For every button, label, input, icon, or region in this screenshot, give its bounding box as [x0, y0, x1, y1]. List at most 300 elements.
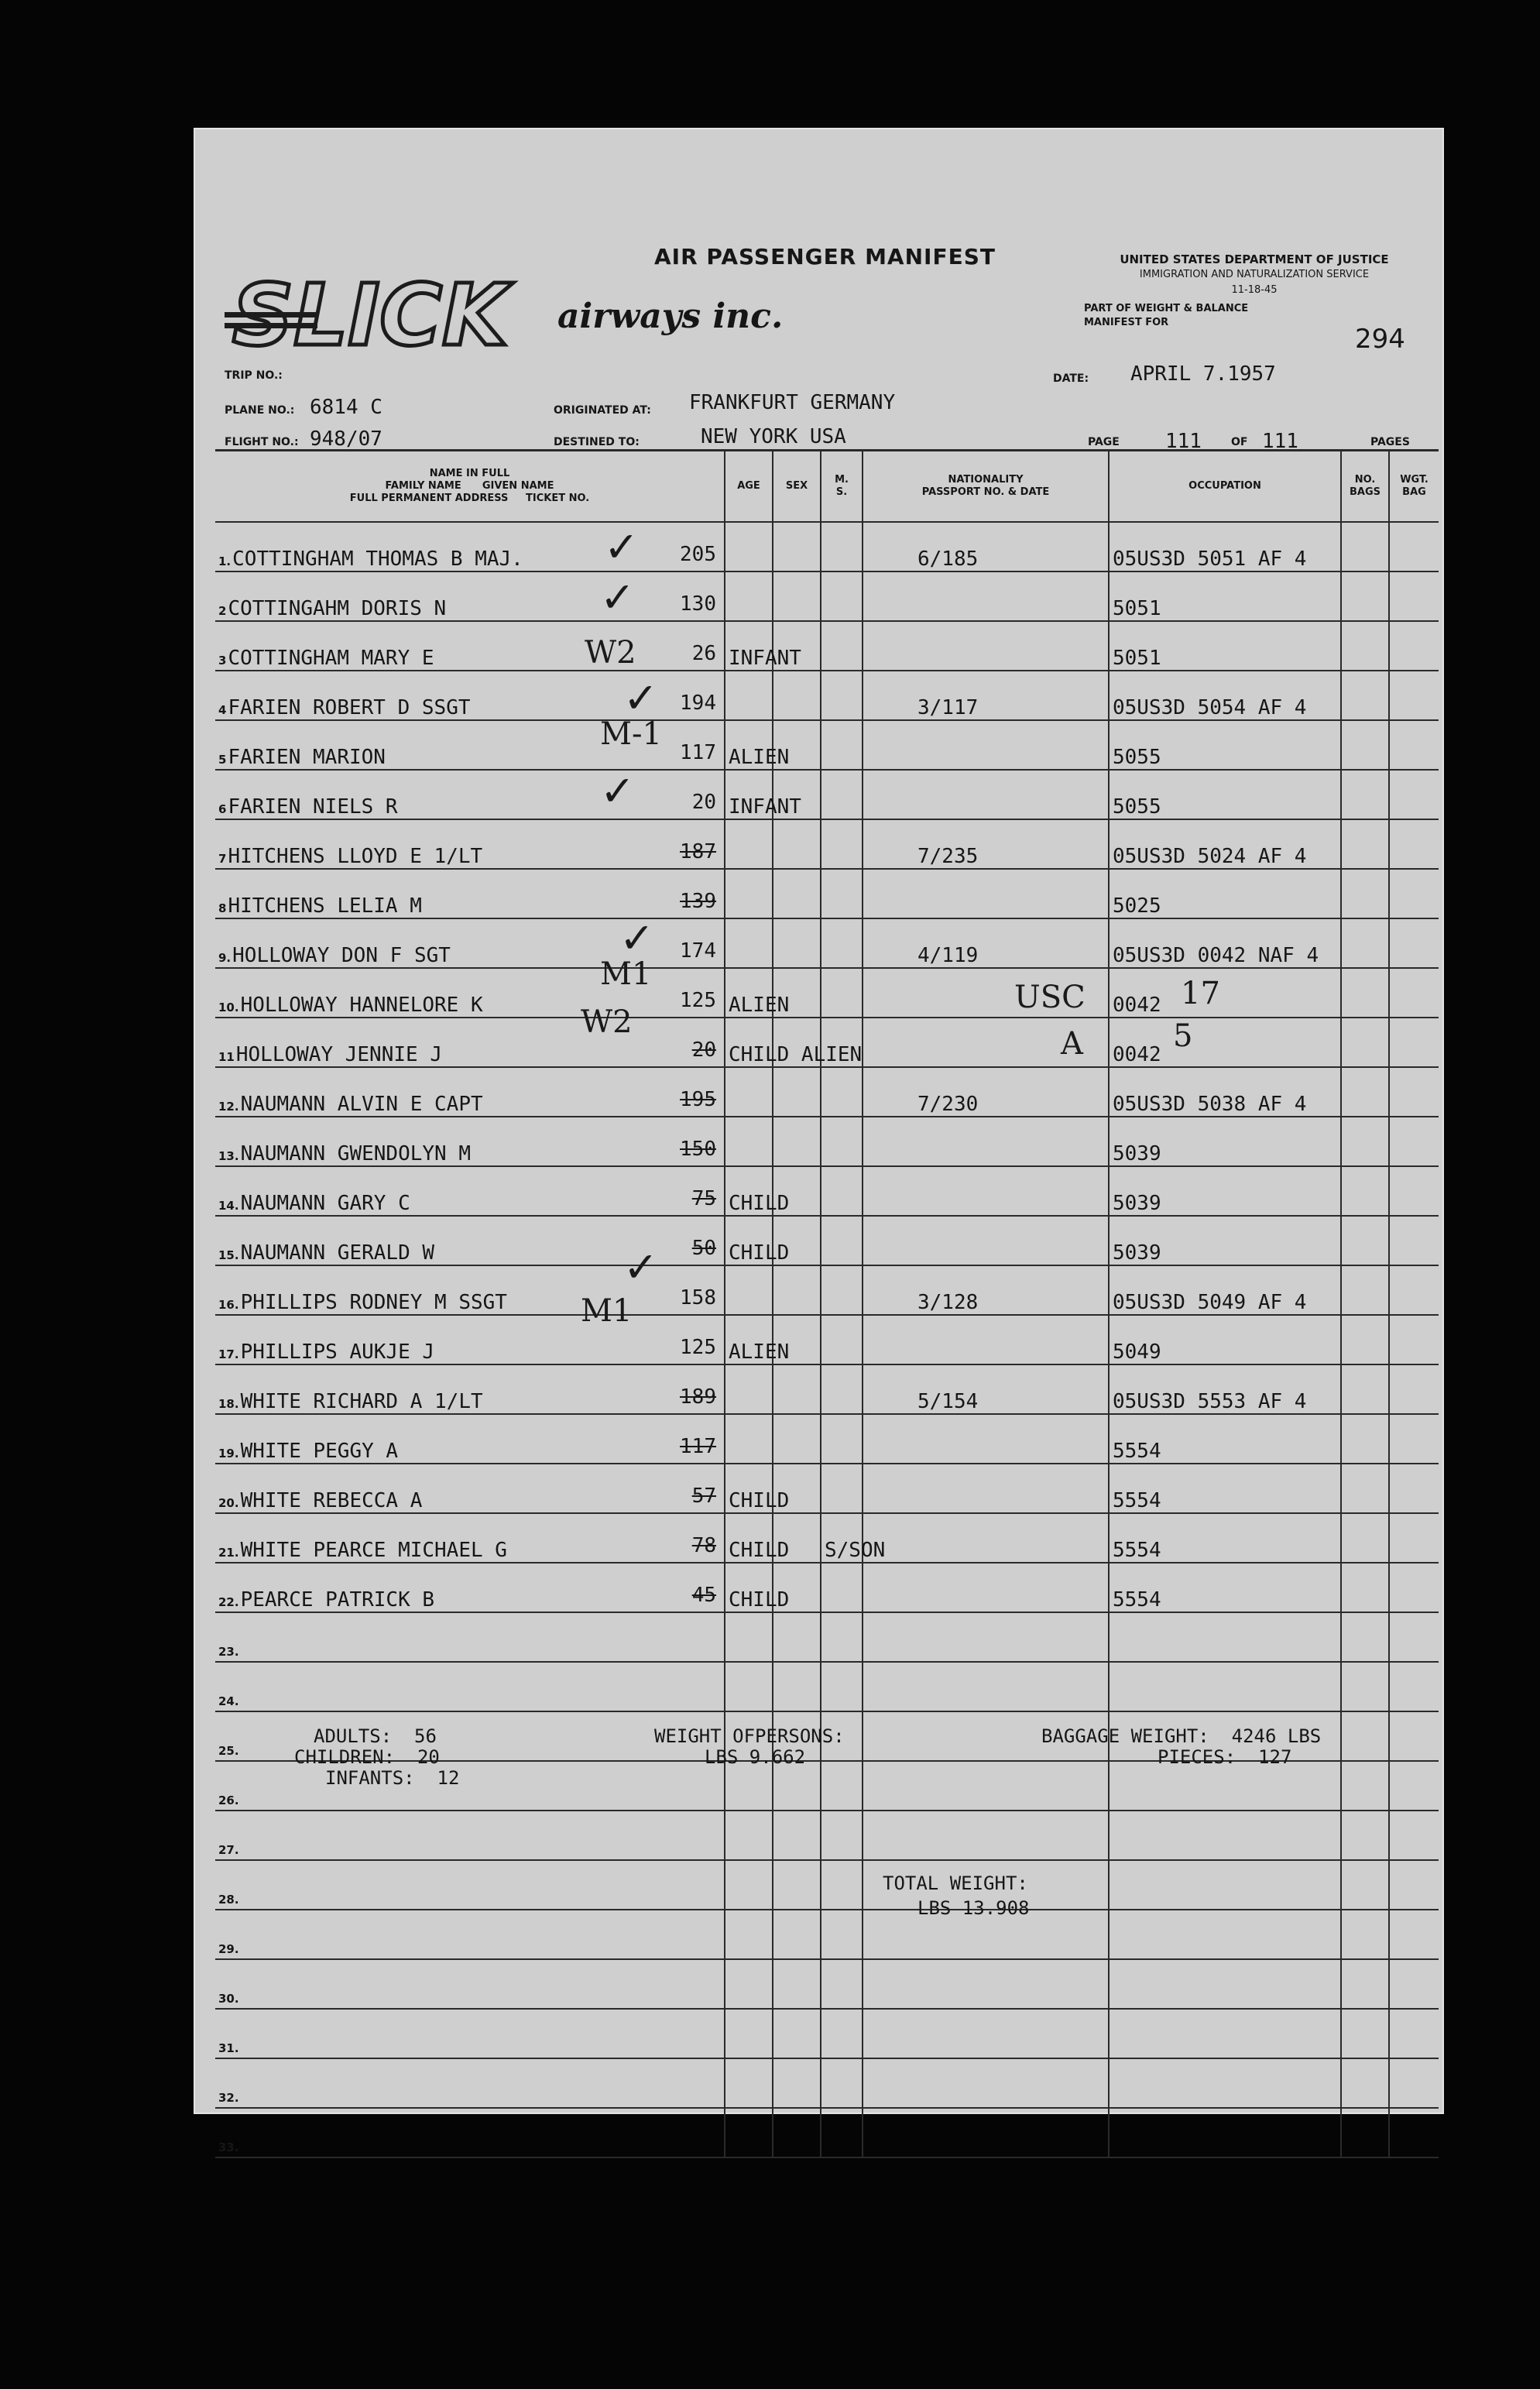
table-row [215, 1662, 1439, 1711]
table-row [215, 572, 1439, 621]
passenger-name: FARIEN MARION [228, 746, 386, 769]
col-name: NAME IN FULL FAMILY NAME GIVEN NAME FULL PERMANENT ADDRESS TICKET NO. [215, 451, 725, 523]
occupation-cell: 05US3D 0042 NAF 4 [1109, 918, 1341, 968]
row-number: 3 [218, 654, 227, 668]
passenger-name: FARIEN ROBERT D SSGT [228, 696, 471, 719]
age-cell [725, 2058, 773, 2108]
sex-cell [773, 1117, 821, 1166]
bags-cell [1341, 2009, 1389, 2058]
total-weight-value: LBS 13.908 [917, 1897, 1030, 1919]
weight-persons-label: WEIGHT OFPERSONS: [654, 1725, 845, 1747]
summary-children: CHILDREN: 20 [294, 1746, 440, 1768]
sex-cell [773, 1910, 821, 1959]
ticket-no: 78 [691, 1534, 716, 1557]
wgt-cell [1389, 572, 1439, 621]
bags-cell [1341, 522, 1389, 572]
nationality-cell [863, 1959, 1109, 2009]
department-block [1084, 252, 1425, 298]
passenger-name: NAUMANN GWENDOLYN M [240, 1142, 471, 1165]
occupation-cell: 5055 [1109, 720, 1341, 770]
row-number: 30. [218, 1992, 239, 2006]
check-mark-1: ✓ [604, 523, 640, 572]
nationality-cell [863, 2108, 1109, 2157]
dept-line-2: IMMIGRATION AND NATURALIZATION SERVICE [1139, 269, 1370, 280]
name-cell [215, 1464, 725, 1513]
logo-text: SLICK [232, 267, 509, 352]
wgt-cell [1389, 770, 1439, 819]
nationality-cell: 6/185 [863, 522, 1109, 572]
table-row [215, 1464, 1439, 1513]
name-cell [215, 1018, 725, 1067]
row-number: 8 [218, 901, 227, 915]
passenger-name: HITCHENS LELIA M [228, 894, 422, 918]
flight-value: 948/07 [310, 427, 382, 451]
trip-label: TRIP NO.: [225, 369, 283, 382]
name-cell [215, 770, 725, 819]
table-row [215, 819, 1439, 869]
ticket-no: 50 [691, 1237, 716, 1260]
age-cell [725, 918, 773, 968]
age-cell [725, 2009, 773, 2058]
part-line-2: MANIFEST FOR [1084, 317, 1169, 328]
occupation-cell: 05US3D 5054 AF 4 [1109, 671, 1341, 720]
name-cell [215, 1860, 725, 1910]
ticket-no: 130 [680, 592, 716, 616]
bags-cell [1341, 1315, 1389, 1364]
age-cell: INFANT [725, 621, 773, 671]
sex-cell [773, 572, 821, 621]
nationality-cell [863, 1216, 1109, 1265]
ms-cell [821, 1117, 863, 1166]
table-row [215, 2009, 1439, 2058]
handwritten-w2-row3: W2 [585, 635, 636, 671]
row-number: 6 [218, 802, 227, 816]
ms-cell [821, 1315, 863, 1364]
sex-cell [773, 869, 821, 918]
name-cell [215, 869, 725, 918]
occupation-cell [1109, 2108, 1341, 2157]
row-number: 22. [218, 1595, 239, 1609]
sex-cell [773, 1959, 821, 2009]
name-cell [215, 819, 725, 869]
table-row [215, 1216, 1439, 1265]
row-number: 31. [218, 2041, 239, 2055]
age-cell [725, 2108, 773, 2157]
age-cell [725, 1761, 773, 1811]
ms-cell [821, 1959, 863, 2009]
nationality-cell: 3/117 [863, 671, 1109, 720]
ticket-no: 57 [691, 1485, 716, 1508]
table-row [215, 671, 1439, 720]
row-number: 26. [218, 1793, 239, 1807]
total-weight-label: TOTAL WEIGHT: [883, 1872, 1028, 1894]
passenger-name: HOLLOWAY HANNELORE K [240, 994, 483, 1017]
name-cell [215, 1612, 725, 1662]
wgt-cell [1389, 918, 1439, 968]
occupation-cell [1109, 1811, 1341, 1860]
wgt-cell [1389, 1761, 1439, 1811]
age-cell [725, 1811, 773, 1860]
row-number: 27. [218, 1843, 239, 1857]
passenger-name: PHILLIPS AUKJE J [240, 1340, 435, 1364]
weight-persons-value: LBS 9.662 [705, 1746, 806, 1768]
age-cell: INFANT [725, 770, 773, 819]
name-cell [215, 1662, 725, 1711]
bags-cell [1341, 621, 1389, 671]
handwritten-m1-row10: M1 [600, 956, 652, 992]
table-row [215, 869, 1439, 918]
occupation-cell: 05US3D 5553 AF 4 [1109, 1364, 1341, 1414]
occupation-cell: 5025 [1109, 869, 1341, 918]
row-number: 20. [218, 1496, 239, 1510]
wgt-cell [1389, 1067, 1439, 1117]
bags-cell [1341, 1811, 1389, 1860]
check-mark-6: ✓ [600, 767, 636, 815]
bags-cell [1341, 1216, 1389, 1265]
table-row [215, 621, 1439, 671]
name-cell [215, 1067, 725, 1117]
col-nationality: NATIONALITY PASSPORT NO. & DATE [863, 451, 1109, 523]
row-number: 28. [218, 1893, 239, 1907]
sex-cell [773, 2108, 821, 2157]
row-number: 17. [218, 1347, 239, 1361]
table-row [215, 1364, 1439, 1414]
passenger-name: COTTINGHAM THOMAS B MAJ. [232, 547, 523, 571]
passenger-name: WHITE RICHARD A 1/LT [240, 1390, 483, 1413]
row-number: 5 [218, 753, 227, 767]
row-number: 29. [218, 1942, 239, 1956]
bags-cell [1341, 1662, 1389, 1711]
col-occupation: OCCUPATION [1109, 451, 1341, 523]
wgt-cell [1389, 1563, 1439, 1612]
table-row [215, 720, 1439, 770]
wgt-cell [1389, 1910, 1439, 1959]
occupation-cell: 5049 [1109, 1315, 1341, 1364]
passenger-name: COTTINGHAM MARY E [228, 647, 434, 670]
handwritten-5: 5 [1173, 1018, 1193, 1054]
passenger-name: COTTINGAHM DORIS N [228, 597, 447, 620]
nationality-cell [863, 1563, 1109, 1612]
ticket-no: 75 [691, 1187, 716, 1210]
age-cell [725, 1860, 773, 1910]
wgt-cell [1389, 1711, 1439, 1761]
bags-cell [1341, 1513, 1389, 1563]
row-number: 9. [218, 951, 232, 965]
ms-cell [821, 621, 863, 671]
ticket-no: 117 [680, 741, 716, 764]
table-row [215, 968, 1439, 1018]
row-number: 33. [218, 2140, 239, 2154]
row-number: 4 [218, 703, 227, 717]
row-number: 12. [218, 1100, 239, 1114]
name-cell [215, 1513, 725, 1563]
summary-infants: INFANTS: 12 [325, 1767, 460, 1789]
table-row [215, 1910, 1439, 1959]
nationality-cell: 5/154 [863, 1364, 1109, 1414]
table-row [215, 1067, 1439, 1117]
bags-cell [1341, 1959, 1389, 2009]
ticket-no: 139 [680, 890, 716, 913]
age-cell [725, 1265, 773, 1315]
occupation-cell: 5554 [1109, 1464, 1341, 1513]
col-sex: SEX [773, 451, 821, 523]
wgt-cell [1389, 671, 1439, 720]
ms-cell [821, 1612, 863, 1662]
sex-cell [773, 1761, 821, 1811]
row-number: 11 [218, 1050, 235, 1064]
destined-value: NEW YORK USA [701, 425, 846, 448]
ticket-no: 20 [691, 1038, 716, 1062]
row-number: 13. [218, 1149, 239, 1163]
row-number: 19. [218, 1447, 239, 1461]
wgt-cell [1389, 1612, 1439, 1662]
table-row [215, 1563, 1439, 1612]
table-row [215, 1612, 1439, 1662]
occupation-cell: 05US3D 5038 AF 4 [1109, 1067, 1341, 1117]
col-bags: NO. BAGS [1341, 451, 1389, 523]
flight-label: FLIGHT NO.: [225, 436, 299, 448]
sex-cell [773, 671, 821, 720]
occupation-cell: 5554 [1109, 1513, 1341, 1563]
occupation-cell: 05US3D 5024 AF 4 [1109, 819, 1341, 869]
nationality-cell [863, 572, 1109, 621]
ticket-no: 194 [680, 692, 716, 715]
check-mark-4: ✓ [623, 674, 659, 723]
sex-cell [773, 2058, 821, 2108]
ms-cell [821, 869, 863, 918]
bags-cell [1341, 1860, 1389, 1910]
nationality-cell: 7/230 [863, 1067, 1109, 1117]
row-number: 18. [218, 1397, 239, 1411]
table-row [215, 1414, 1439, 1464]
ticket-no: 174 [680, 939, 716, 963]
age-cell: ALIEN [725, 1315, 773, 1364]
dept-line-3: 11-18-45 [1231, 284, 1278, 296]
ticket-no: 205 [680, 543, 716, 566]
ms-cell [821, 1761, 863, 1811]
occupation-cell: 05US3D 5051 AF 4 [1109, 522, 1341, 572]
company-suffix: airways inc. [557, 297, 784, 336]
wgt-cell [1389, 1117, 1439, 1166]
wgt-cell [1389, 2108, 1439, 2157]
sex-cell [773, 1662, 821, 1711]
sex-cell [773, 1067, 821, 1117]
nationality-cell: 7/235 [863, 819, 1109, 869]
passenger-name: HOLLOWAY JENNIE J [235, 1043, 442, 1066]
table-row [215, 770, 1439, 819]
occupation-cell: 5039 [1109, 1117, 1341, 1166]
handwritten-usc: USC [1014, 980, 1086, 1015]
bags-cell [1341, 1414, 1389, 1464]
ms-cell [821, 1265, 863, 1315]
nationality-cell [863, 1513, 1109, 1563]
manifest-title: AIR PASSENGER MANIFEST [654, 244, 996, 269]
wgt-cell [1389, 1811, 1439, 1860]
ms-cell [821, 2009, 863, 2058]
age-cell: ALIEN [725, 968, 773, 1018]
ms-cell [821, 1216, 863, 1265]
passenger-name: WHITE PEARCE MICHAEL G [240, 1539, 507, 1562]
wgt-cell [1389, 1364, 1439, 1414]
handwritten-m1-row5: M-1 [600, 716, 662, 752]
age-cell: CHILD ALIEN [725, 1018, 773, 1067]
handwritten-m1-row17: M1 [581, 1293, 633, 1329]
nationality-cell [863, 2058, 1109, 2108]
age-cell: CHILD [725, 1166, 773, 1216]
ticket-no: 189 [680, 1385, 716, 1409]
col-wgt: WGT. BAG [1389, 451, 1439, 523]
occupation-cell: 0042 [1109, 968, 1341, 1018]
row-number: 21. [218, 1546, 239, 1560]
occupation-cell [1109, 1860, 1341, 1910]
occupation-cell: 05US3D 5049 AF 4 [1109, 1265, 1341, 1315]
wgt-cell [1389, 522, 1439, 572]
name-cell [215, 572, 725, 621]
occupation-cell [1109, 1612, 1341, 1662]
bags-cell [1341, 1067, 1389, 1117]
wgt-cell [1389, 1018, 1439, 1067]
wgt-cell [1389, 1860, 1439, 1910]
ms-cell [821, 1662, 863, 1711]
wgt-cell [1389, 869, 1439, 918]
sex-cell [773, 522, 821, 572]
ms-cell [821, 2108, 863, 2157]
ms-cell [821, 1910, 863, 1959]
bags-cell [1341, 770, 1389, 819]
handwritten-17: 17 [1181, 976, 1220, 1011]
ticket-no: 187 [680, 840, 716, 863]
ms-cell: S/SON [821, 1513, 863, 1563]
name-cell [215, 1959, 725, 2009]
name-cell [215, 1166, 725, 1216]
name-cell [215, 1811, 725, 1860]
destined-label: DESTINED TO: [554, 436, 640, 448]
wgt-cell [1389, 1265, 1439, 1315]
bags-cell [1341, 819, 1389, 869]
table-header-row [215, 451, 1439, 523]
originated-value: FRANKFURT GERMANY [689, 391, 896, 414]
ms-cell [821, 918, 863, 968]
nationality-cell: 3/128 [863, 1265, 1109, 1315]
manifest-sheet [194, 128, 1444, 2154]
bags-cell [1341, 1910, 1389, 1959]
age-cell [725, 1910, 773, 1959]
name-cell [215, 2108, 725, 2157]
passenger-name: PHILLIPS RODNEY M SSGT [240, 1291, 507, 1314]
bags-cell [1341, 720, 1389, 770]
table-row [215, 1860, 1439, 1910]
ticket-no: 117 [680, 1435, 716, 1458]
nationality-cell [863, 2009, 1109, 2058]
row-number: 32. [218, 2091, 239, 2105]
bags-cell [1341, 1464, 1389, 1513]
bags-cell [1341, 1265, 1389, 1315]
table-row [215, 2108, 1439, 2157]
bags-cell [1341, 1018, 1389, 1067]
passenger-table [215, 449, 1439, 2158]
occupation-cell [1109, 2009, 1341, 2058]
plane-label: PLANE NO.: [225, 404, 295, 417]
sex-cell [773, 918, 821, 968]
wgt-cell [1389, 621, 1439, 671]
row-number: 7 [218, 852, 227, 866]
age-cell [725, 1612, 773, 1662]
wgt-cell [1389, 1513, 1439, 1563]
occupation-cell: 5039 [1109, 1216, 1341, 1265]
ms-cell [821, 1067, 863, 1117]
passenger-name: NAUMANN ALVIN E CAPT [240, 1093, 483, 1116]
table-row [215, 1265, 1439, 1315]
ms-cell [821, 1166, 863, 1216]
occupation-cell [1109, 1959, 1341, 2009]
table-row [215, 1959, 1439, 2009]
nationality-cell [863, 1662, 1109, 1711]
page-value: 111 [1165, 430, 1202, 453]
occupation-cell [1109, 1761, 1341, 1811]
row-number: 24. [218, 1694, 239, 1708]
occupation-cell: 5554 [1109, 1414, 1341, 1464]
ms-cell [821, 1364, 863, 1414]
ms-cell [821, 2058, 863, 2108]
ms-cell [821, 770, 863, 819]
name-cell [215, 621, 725, 671]
row-number: 25. [218, 1744, 239, 1758]
ms-cell [821, 819, 863, 869]
table-row [215, 522, 1439, 572]
row-number: 16. [218, 1298, 239, 1312]
nationality-cell [863, 770, 1109, 819]
nationality-cell [863, 1612, 1109, 1662]
nationality-cell: 4/119 [863, 918, 1109, 968]
plane-value: 6814 C [310, 396, 382, 419]
ms-cell [821, 1811, 863, 1860]
date-value: APRIL 7.1957 [1130, 362, 1276, 386]
passenger-name: NAUMANN GERALD W [240, 1241, 435, 1265]
age-cell [725, 1364, 773, 1414]
passenger-name: HITCHENS LLOYD E 1/LT [228, 845, 483, 868]
date-label: DATE: [1053, 372, 1089, 385]
originated-label: ORIGINATED AT: [554, 404, 651, 417]
page-label: PAGE [1088, 436, 1120, 448]
slick-logo [225, 267, 550, 352]
occupation-cell: 5051 [1109, 621, 1341, 671]
age-cell [725, 869, 773, 918]
occupation-cell: 5055 [1109, 770, 1341, 819]
wgt-cell [1389, 1315, 1439, 1364]
occupation-cell: 5051 [1109, 572, 1341, 621]
age-cell [725, 522, 773, 572]
ms-cell [821, 671, 863, 720]
table-row [215, 1166, 1439, 1216]
ticket-no: 125 [680, 1336, 716, 1359]
ms-cell [821, 1414, 863, 1464]
bags-cell [1341, 1117, 1389, 1166]
wgt-cell [1389, 2009, 1439, 2058]
bags-cell [1341, 1761, 1389, 1811]
occupation-cell [1109, 1910, 1341, 1959]
age-cell [725, 1414, 773, 1464]
age-cell [725, 671, 773, 720]
row-number: 1. [218, 554, 232, 568]
occupation-cell: 5039 [1109, 1166, 1341, 1216]
bags-cell [1341, 572, 1389, 621]
wgt-cell [1389, 819, 1439, 869]
name-cell [215, 2058, 725, 2108]
bags-cell [1341, 1612, 1389, 1662]
part-line-1: PART OF WEIGHT & BALANCE [1084, 303, 1249, 314]
ticket-no: 20 [691, 791, 716, 814]
age-cell: CHILD [725, 1464, 773, 1513]
